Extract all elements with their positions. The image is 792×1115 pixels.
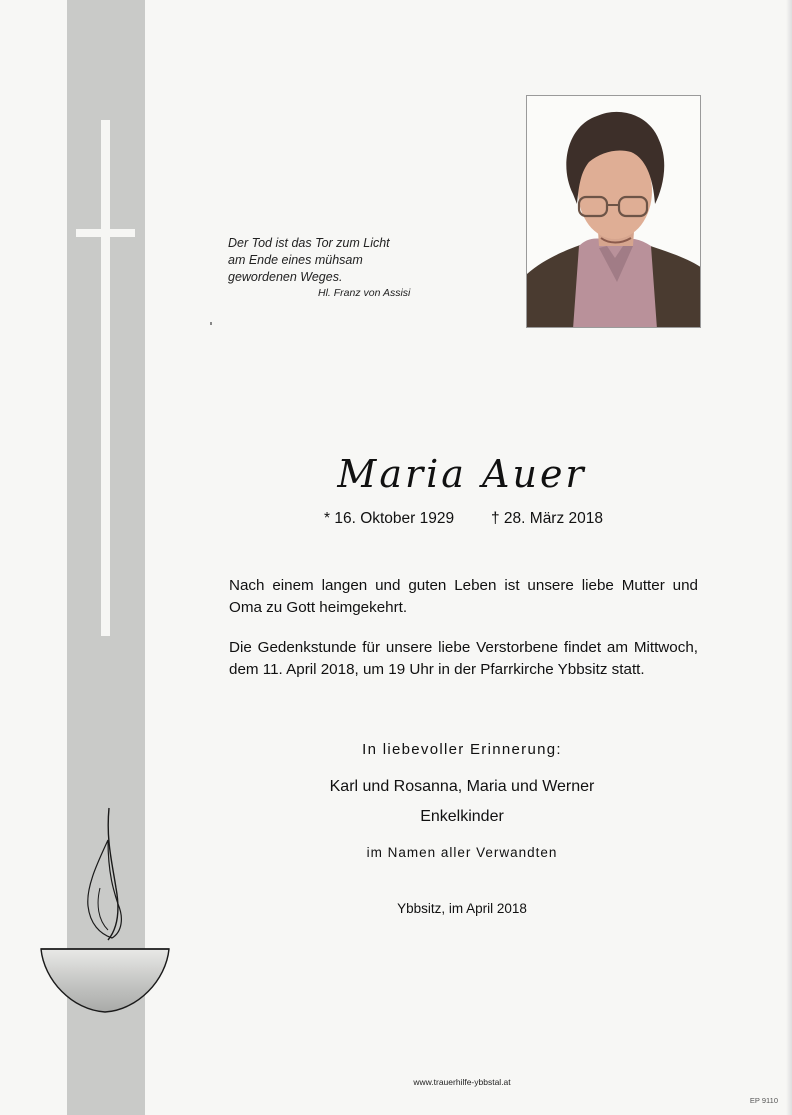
place-date: Ybbsitz, im April 2018: [397, 901, 527, 916]
portrait-image: [527, 96, 701, 328]
deceased-name: Maria Auer: [337, 452, 587, 496]
page-edge-shadow: [786, 0, 792, 1115]
quote-line: am Ende eines mühsam: [228, 253, 363, 267]
birth-date: * 16. Oktober 1929: [324, 510, 455, 527]
family-names: Karl und Rosanna, Maria und Werner: [329, 778, 595, 795]
quote-line: Der Tod ist das Tor zum Licht: [228, 236, 390, 250]
relatives-line: im Namen aller Verwandten: [366, 845, 558, 860]
cross-icon-vertical: [101, 120, 110, 636]
print-code: EP 9110: [749, 1096, 778, 1105]
death-date: † 28. März 2018: [491, 510, 604, 527]
portrait-photo: [526, 95, 701, 328]
website-link[interactable]: www.trauerhilfe-ybbstal.at: [413, 1077, 511, 1087]
memory-intro: In liebevoller Erinnerung:: [362, 741, 562, 758]
quote-author: Hl. Franz von Assisi: [318, 287, 411, 299]
memorial-service-paragraph: Die Gedenkstunde für unsere liebe Verstorbene findet am Mittwoch, dem 11. April 2018, um 19 Uhr in der Pfarrkirche Ybbsitz statt.: [229, 639, 698, 678]
cross-icon-horizontal: [76, 229, 135, 237]
quote-line: gewordenen Weges.: [228, 270, 343, 284]
quote: [228, 235, 428, 286]
grandchildren-line: Enkelkinder: [420, 808, 504, 825]
announcement-paragraph: Nach einem langen und guten Leben ist unsere liebe Mutter und Oma zu Gott heimgekehrt.: [229, 577, 698, 616]
paper-speck: [210, 322, 212, 325]
